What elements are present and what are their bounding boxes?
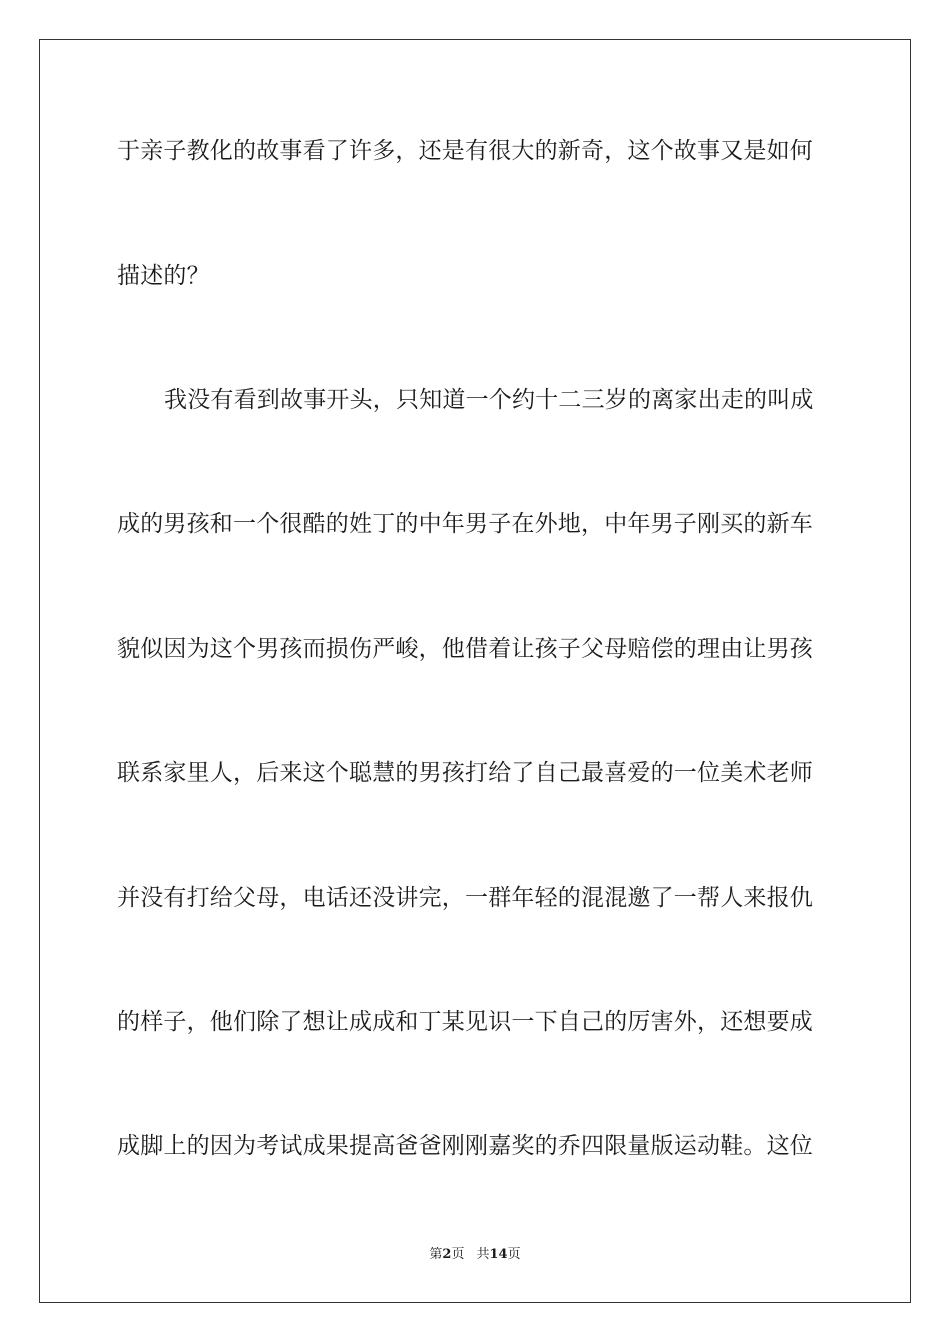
page-border xyxy=(39,39,911,1303)
body-text-line-9: 成脚上的因为考试成果提高爸爸刚刚嘉奖的乔四限量版运动鞋。这位 xyxy=(117,1133,813,1159)
body-text-line-7: 并没有打给父母，电话还没讲完，一群年轻的混混邀了一帮人来报仇 xyxy=(117,885,813,911)
page-number: 2 xyxy=(442,1247,452,1262)
page-suffix: 页 xyxy=(451,1247,465,1262)
total-prefix: 共 xyxy=(476,1247,490,1262)
body-text-line-6: 联系家里人，后来这个聪慧的男孩打给了自己最喜爱的一位美术老师 xyxy=(117,760,813,786)
body-text-line-2: 描述的？ xyxy=(117,263,210,289)
body-text-line-1: 于亲子教化的故事看了许多，还是有很大的新奇，这个故事又是如何 xyxy=(117,138,813,164)
body-text-line-5: 貌似因为这个男孩而损伤严峻，他借着让孩子父母赔偿的理由让男孩 xyxy=(117,636,813,662)
body-text-line-8: 的样子，他们除了想让成成和丁某见识一下自己的厉害外，还想要成 xyxy=(117,1009,813,1035)
page-footer xyxy=(0,1246,950,1264)
body-text-line-4: 成的男孩和一个很酷的姓丁的中年男子在外地，中年男子刚买的新车 xyxy=(117,511,813,537)
total-pages: 14 xyxy=(489,1247,508,1262)
total-suffix: 页 xyxy=(507,1247,521,1262)
body-text-line-3: 我没有看到故事开头，只知道一个约十二三岁的离家出走的叫成 xyxy=(164,387,814,413)
page-prefix: 第 xyxy=(429,1247,443,1262)
